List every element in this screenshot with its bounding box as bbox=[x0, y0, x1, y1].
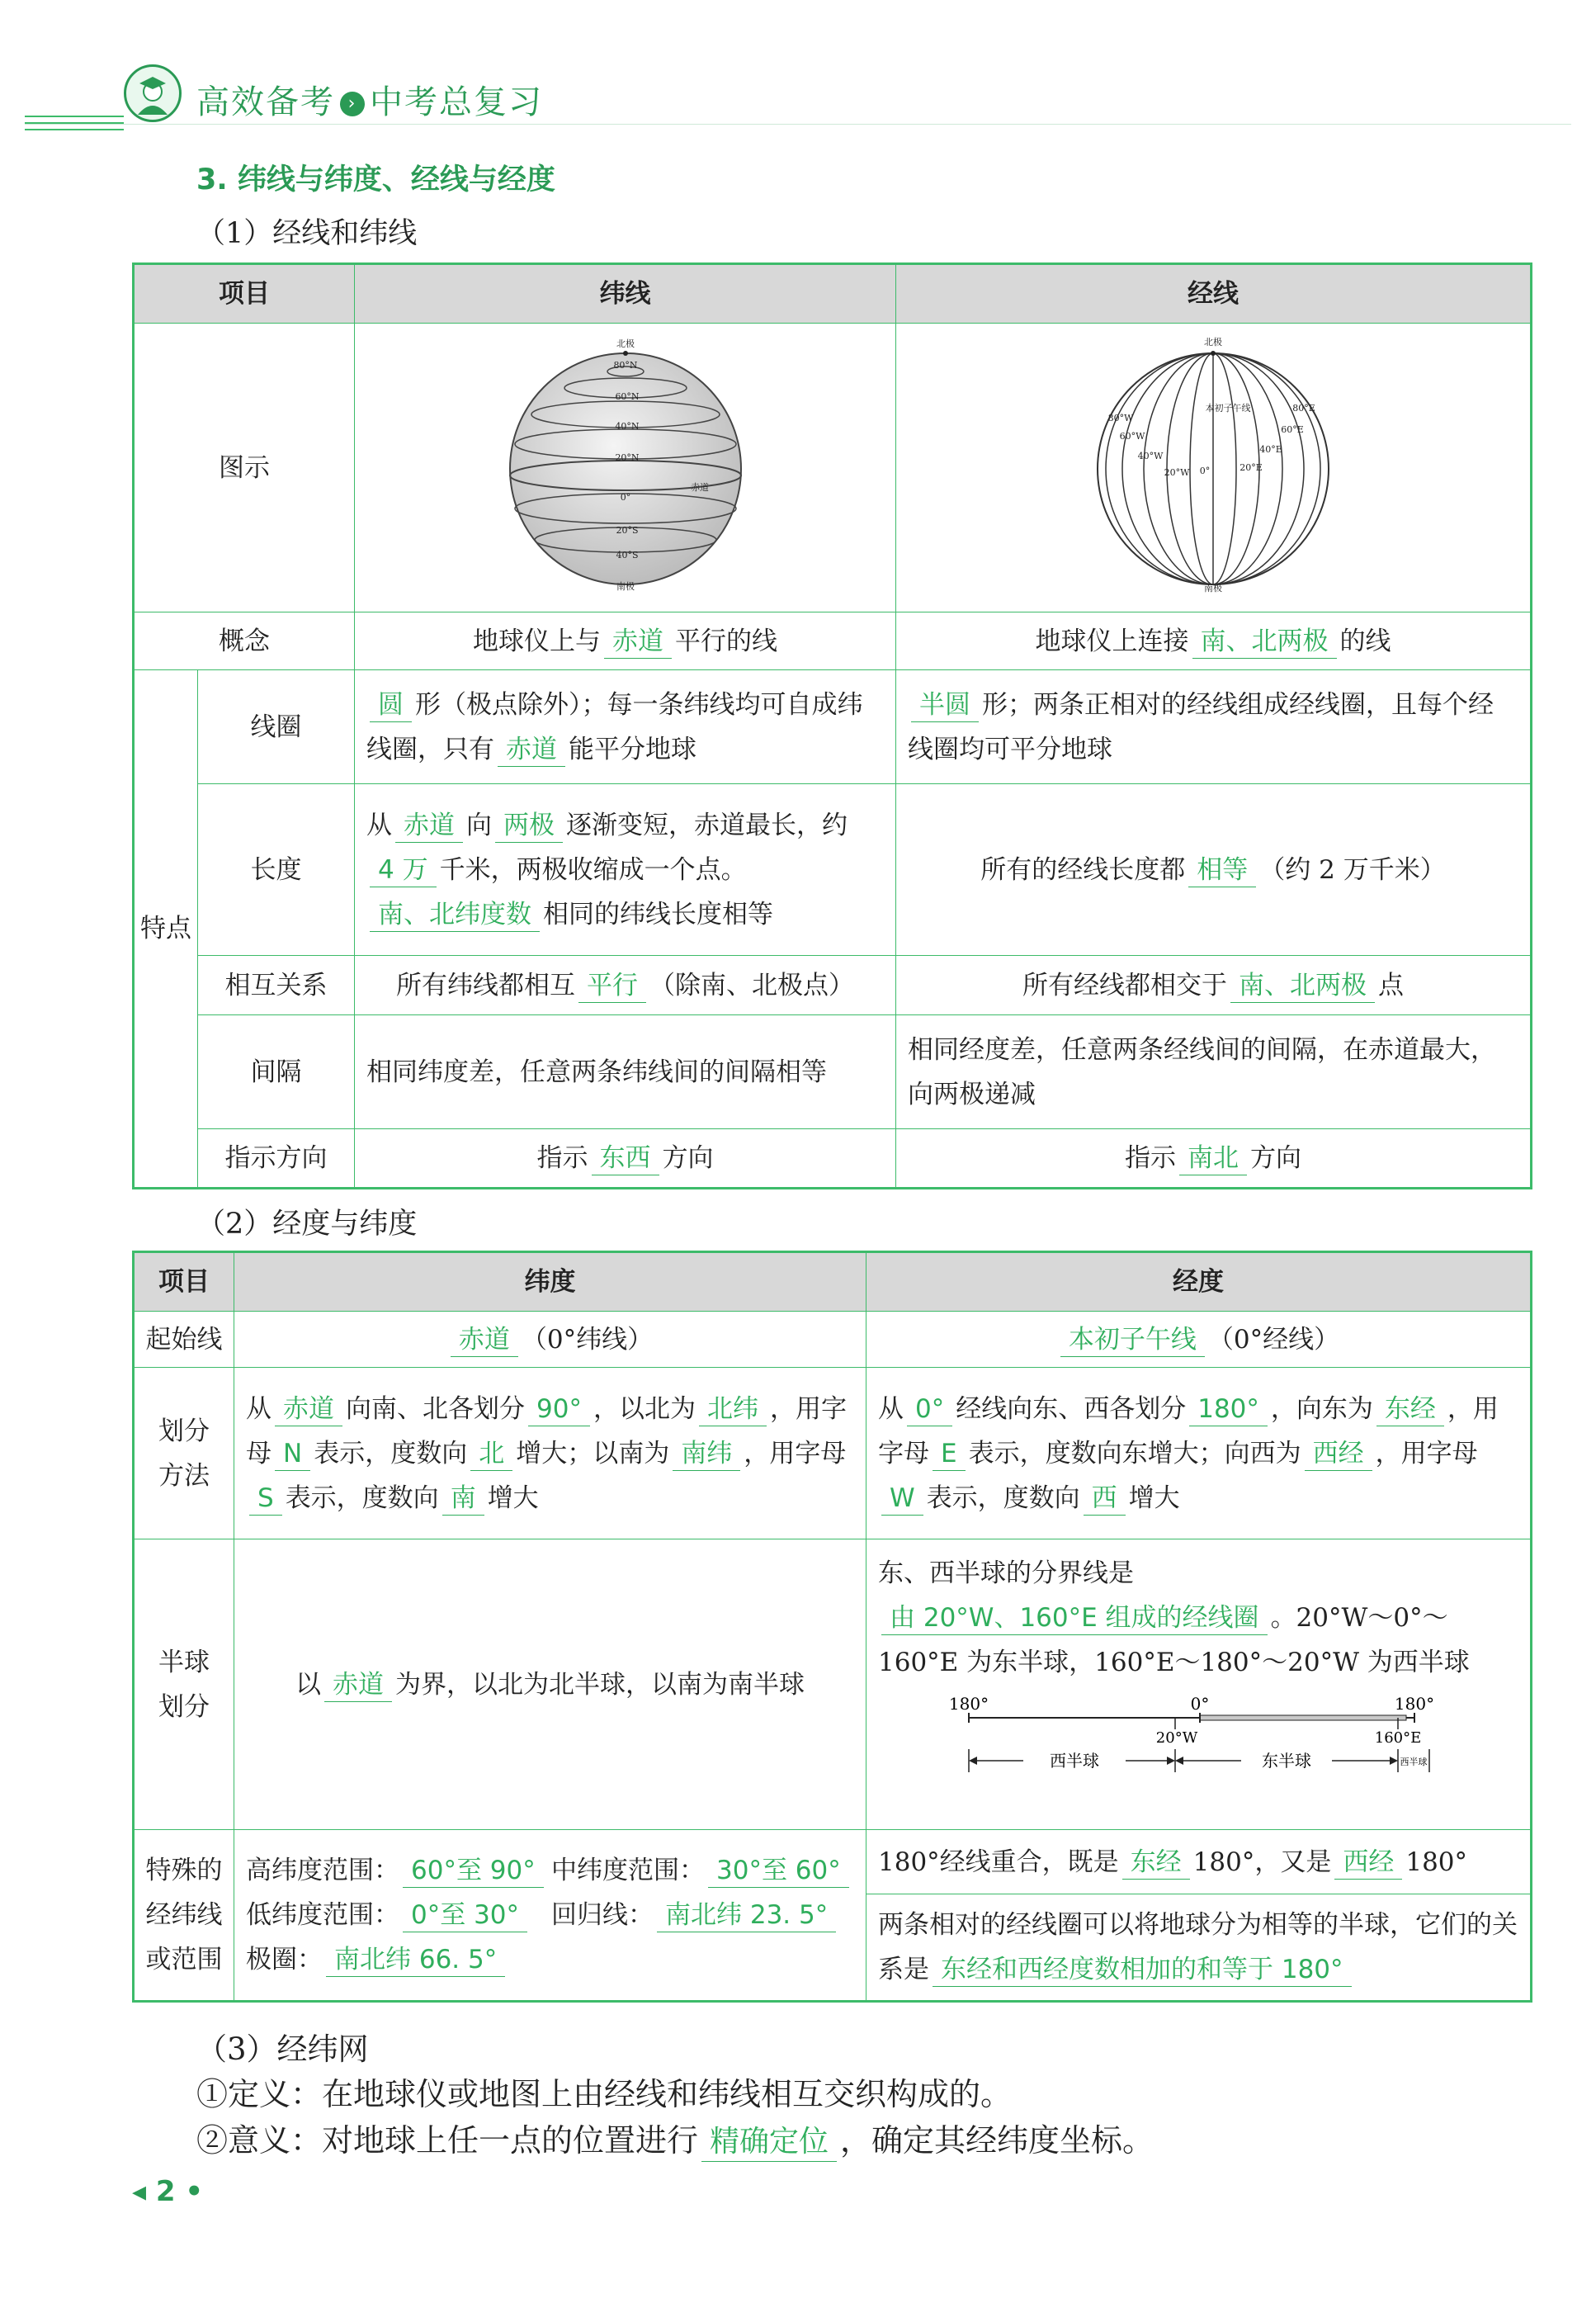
longitude-globe-icon bbox=[1081, 329, 1345, 593]
text: 中纬度范围： bbox=[551, 1856, 705, 1885]
text: 能平分地球 bbox=[569, 734, 696, 764]
answer-blank: 本初子午线 bbox=[1060, 1323, 1205, 1357]
answer-blank: S bbox=[249, 1482, 282, 1516]
longitude-direction bbox=[896, 1129, 1532, 1189]
latitude-special bbox=[234, 1830, 866, 2002]
text: （除南、北极点） bbox=[649, 970, 854, 1000]
answer-blank: 南 bbox=[442, 1482, 484, 1516]
longitude-start bbox=[866, 1312, 1532, 1368]
globe-label: 60°W bbox=[1119, 431, 1145, 442]
longitude-special-180 bbox=[866, 1830, 1532, 1894]
globe-label: 80°E bbox=[1292, 403, 1315, 414]
diagram-label: 东半球 bbox=[1262, 1751, 1311, 1771]
group-label-features: 特点 bbox=[134, 670, 198, 1189]
globe-label: 北极 bbox=[1204, 337, 1222, 348]
answer-blank: 赤道 bbox=[498, 733, 565, 767]
text: 经线向东、西各划分 bbox=[956, 1393, 1187, 1424]
text: 千米，两极收缩成一个点。 bbox=[439, 854, 747, 885]
text: 地球仪上连接 bbox=[1035, 626, 1189, 656]
special-line bbox=[246, 1937, 854, 1982]
diagram-label: 西半球 bbox=[1400, 1757, 1428, 1767]
text: 表示，度数向 bbox=[285, 1483, 439, 1513]
answer-blank: 圆 bbox=[370, 688, 412, 722]
globe-label: 本初子午线 bbox=[1205, 403, 1251, 414]
col-header-item: 项目 bbox=[134, 1252, 234, 1312]
answer-blank: 两极 bbox=[495, 809, 563, 843]
answer-blank: 相等 bbox=[1188, 854, 1256, 887]
answer-blank: 西经 bbox=[1305, 1437, 1372, 1471]
answer-blank: 南北 bbox=[1179, 1142, 1247, 1175]
latitude-length bbox=[355, 784, 896, 956]
text: 向南、北各划分 bbox=[346, 1393, 525, 1424]
globe-label: 40°N bbox=[614, 421, 640, 432]
section-title: 3. 纬线与纬度、经线与经度 bbox=[196, 163, 555, 196]
text: 相同的纬线长度相等 bbox=[543, 899, 773, 929]
answer-blank: 4 万 bbox=[370, 854, 437, 887]
col-header-longitude: 经度 bbox=[866, 1252, 1532, 1312]
globe-label: 赤道 bbox=[690, 482, 709, 493]
answer-blank: 北纬 bbox=[699, 1393, 767, 1426]
header-rule bbox=[25, 116, 124, 117]
globe-label: 北极 bbox=[616, 338, 635, 349]
longitude-special-circle bbox=[866, 1894, 1532, 2002]
text: 形（极点除外）；每一条纬线均可自成纬线圈，只有 bbox=[366, 689, 863, 764]
diagram-label: 180° bbox=[1394, 1694, 1435, 1714]
globe-label: 20°S bbox=[615, 525, 639, 536]
globe-label: 南极 bbox=[616, 581, 635, 592]
row-label-special: 特殊的经纬线或范围 bbox=[134, 1830, 234, 2002]
globe-label: 40°E bbox=[1259, 444, 1282, 455]
longitude-length bbox=[896, 784, 1532, 956]
answer-blank: 0°至 30° bbox=[403, 1899, 527, 1932]
text: 的线 bbox=[1339, 626, 1391, 656]
text: 东、西半球的分界线是 bbox=[878, 1558, 1134, 1588]
answer-blank: N bbox=[275, 1437, 310, 1471]
text: ，用字母 bbox=[878, 1393, 1499, 1468]
col-header-latitude: 纬度 bbox=[234, 1252, 866, 1312]
text: 从 bbox=[366, 810, 392, 840]
row-label-relation: 相互关系 bbox=[198, 956, 355, 1015]
answer-blank: 南、北纬度数 bbox=[370, 898, 540, 932]
text: （0°纬线） bbox=[521, 1324, 654, 1355]
row-label-direction: 指示方向 bbox=[198, 1129, 355, 1189]
latitude-circle bbox=[355, 670, 896, 784]
globe-label: 80°W bbox=[1107, 413, 1134, 423]
text: （0°经线） bbox=[1207, 1324, 1340, 1355]
header-title bbox=[196, 76, 543, 123]
col-header-item: 项目 bbox=[134, 264, 355, 324]
latitude-concept bbox=[355, 612, 896, 670]
special-item bbox=[246, 1848, 551, 1893]
globe-label: 40°W bbox=[1137, 451, 1164, 461]
latitude-division bbox=[234, 1368, 866, 1539]
latitude-globe-icon bbox=[493, 329, 758, 593]
answer-blank: 90° bbox=[528, 1393, 590, 1426]
col-header-latitude-line: 纬线 bbox=[355, 264, 896, 324]
answer-blank: 平行 bbox=[578, 969, 646, 1003]
special-line bbox=[246, 1893, 854, 1937]
answer-blank: W bbox=[881, 1482, 923, 1516]
row-label-hemisphere: 半球划分 bbox=[134, 1539, 234, 1830]
special-item bbox=[551, 1893, 839, 1937]
text: 平行的线 bbox=[675, 626, 777, 656]
text: 表示，度数向 bbox=[926, 1483, 1080, 1513]
text: 从 bbox=[878, 1393, 904, 1424]
latitude-direction bbox=[355, 1129, 896, 1189]
chevron-right-icon: › bbox=[340, 92, 365, 116]
text: 所有经线都相交于 bbox=[1022, 970, 1227, 1000]
answer-blank: 南、北两极 bbox=[1192, 625, 1337, 659]
page-number-value: 2 bbox=[155, 2175, 176, 2208]
student-logo-icon bbox=[124, 64, 182, 122]
text: 。20°W～0°～160°E 为东半球，160°E～180°～20°W 为西半球 bbox=[878, 1603, 1470, 1677]
text: 地球仪上与 bbox=[473, 626, 601, 656]
text: 指示 bbox=[1125, 1143, 1176, 1173]
globe-label: 60°E bbox=[1281, 424, 1304, 435]
text: 回归线： bbox=[551, 1900, 654, 1930]
header-rule bbox=[25, 129, 124, 130]
globe-label: 0° bbox=[620, 492, 630, 503]
text: 逐渐变短，赤道最长，约 bbox=[566, 810, 848, 840]
latitude-longitude-lines-table bbox=[132, 262, 1532, 1189]
answer-blank: 赤道 bbox=[324, 1668, 392, 1702]
text: 表示，度数向东增大；向西为 bbox=[968, 1438, 1301, 1468]
text: 形；两条正相对的经线组成经线圈，且每个经线圈均可平分地球 bbox=[908, 689, 1494, 764]
special-item bbox=[246, 1893, 551, 1937]
answer-blank: 南北纬 23. 5° bbox=[657, 1899, 836, 1932]
globe-label: 南极 bbox=[1204, 583, 1222, 593]
text: 点 bbox=[1378, 970, 1404, 1000]
answer-blank: 南、北两极 bbox=[1230, 969, 1375, 1003]
text: ，以北为 bbox=[593, 1393, 696, 1424]
row-label-figure: 图示 bbox=[134, 324, 355, 612]
globe-label: 80°N bbox=[612, 360, 638, 371]
diagram-label: 0° bbox=[1190, 1694, 1210, 1714]
text: 从 bbox=[246, 1393, 272, 1424]
text: 表示，度数向 bbox=[314, 1438, 468, 1468]
text: 增大 bbox=[1128, 1483, 1180, 1513]
answer-blank: 赤道 bbox=[395, 809, 463, 843]
answer-blank: 东西 bbox=[592, 1142, 659, 1175]
answer-blank: 东经和西经度数相加的和等于 180° bbox=[933, 1953, 1352, 1987]
text: 180°，又是 bbox=[1192, 1847, 1332, 1877]
answer-blank: 赤道 bbox=[604, 625, 672, 659]
globe-label: 60°N bbox=[614, 391, 640, 402]
latitude-longitude-degree-table bbox=[132, 1251, 1532, 2003]
text: 高纬度范围： bbox=[246, 1856, 399, 1885]
answer-blank: E bbox=[933, 1437, 966, 1471]
text: 指示 bbox=[536, 1143, 588, 1173]
row-label-circle: 线圈 bbox=[198, 670, 355, 784]
row-label-start: 起始线 bbox=[134, 1312, 234, 1368]
hemisphere-diagram bbox=[878, 1690, 1505, 1781]
meaning-line bbox=[196, 2115, 1154, 2162]
diagram-label: 180° bbox=[948, 1694, 989, 1714]
text: 增大 bbox=[487, 1483, 539, 1513]
text: ，向东为 bbox=[1270, 1393, 1373, 1424]
answer-blank: 0° bbox=[907, 1393, 952, 1426]
text: ，用字母 bbox=[744, 1438, 847, 1468]
text: 增大；以南为 bbox=[516, 1438, 670, 1468]
answer-blank: 南纬 bbox=[673, 1437, 740, 1471]
brand-label: 高效备考 bbox=[196, 83, 335, 121]
longitude-globe-figure bbox=[896, 324, 1532, 612]
longitude-relation bbox=[896, 956, 1532, 1015]
part1-heading: （1）经线和纬线 bbox=[196, 217, 418, 250]
row-label-division: 划分方法 bbox=[134, 1368, 234, 1539]
answer-blank: 南北纬 66. 5° bbox=[326, 1943, 505, 1977]
diagram-label: 西半球 bbox=[1050, 1751, 1099, 1771]
answer-blank: 精确定位 bbox=[701, 2123, 837, 2162]
text: ，用字母 bbox=[1375, 1438, 1478, 1468]
row-label-interval: 间隔 bbox=[198, 1015, 355, 1129]
text: 向 bbox=[466, 810, 492, 840]
row-label-length: 长度 bbox=[198, 784, 355, 956]
answer-blank: 赤道 bbox=[275, 1393, 342, 1426]
answer-blank: 东经 bbox=[1376, 1393, 1444, 1426]
answer-blank: 半圆 bbox=[911, 688, 979, 722]
answer-blank: 30°至 60° bbox=[708, 1854, 849, 1888]
page-number: ◂ 2 • bbox=[132, 2175, 204, 2208]
text: 方向 bbox=[662, 1143, 714, 1173]
text: 为界，以北为北半球，以南为南半球 bbox=[395, 1669, 805, 1700]
hemisphere-text bbox=[878, 1551, 1518, 1685]
definition-line: ①定义：在地球仪或地图上由经线和纬线相互交织构成的。 bbox=[196, 2076, 1013, 2112]
diagram-label: 160°E bbox=[1374, 1729, 1422, 1747]
longitude-hemisphere bbox=[866, 1539, 1532, 1830]
text: 低纬度范围： bbox=[246, 1900, 399, 1930]
answer-blank: 东经 bbox=[1122, 1846, 1190, 1880]
series-label: 中考总复习 bbox=[370, 83, 543, 121]
globe-label: 20°N bbox=[614, 452, 640, 463]
latitude-start bbox=[234, 1312, 866, 1368]
latitude-interval: 相同纬度差，任意两条纬线间的间隔相等 bbox=[355, 1015, 896, 1129]
text: 180°经线重合，既是 bbox=[878, 1847, 1119, 1877]
text: （约 2 万千米） bbox=[1259, 854, 1446, 885]
text: ，确定其经纬度坐标。 bbox=[840, 2122, 1155, 2159]
latitude-relation bbox=[355, 956, 896, 1015]
globe-label: 20°E bbox=[1239, 462, 1263, 473]
answer-blank: 西 bbox=[1084, 1482, 1126, 1516]
answer-blank: 北 bbox=[470, 1437, 512, 1471]
globe-label: 0° bbox=[1199, 466, 1211, 476]
part2-heading: （2）经度与纬度 bbox=[196, 1208, 418, 1241]
part3-heading: （3）经纬网 bbox=[196, 2031, 369, 2067]
special-line bbox=[246, 1848, 854, 1893]
row-label-concept: 概念 bbox=[134, 612, 355, 670]
text: 以 bbox=[295, 1669, 321, 1700]
globe-label: 20°W bbox=[1164, 467, 1190, 478]
longitude-division bbox=[866, 1368, 1532, 1539]
diagram-label: 20°W bbox=[1155, 1729, 1198, 1747]
header-rule bbox=[25, 124, 1571, 125]
answer-blank: 180° bbox=[1189, 1393, 1268, 1426]
text: 180° bbox=[1405, 1847, 1468, 1877]
text: ，用字母 bbox=[246, 1393, 847, 1468]
answer-blank: 赤道 bbox=[451, 1323, 518, 1357]
text: 所有的经线长度都 bbox=[980, 854, 1186, 885]
latitude-hemisphere bbox=[234, 1539, 866, 1830]
answer-blank: 由 20°W、160°E 组成的经线圈 bbox=[881, 1601, 1268, 1635]
answer-blank: 西经 bbox=[1334, 1846, 1402, 1880]
text: ②意义：对地球上任一点的位置进行 bbox=[196, 2122, 699, 2159]
longitude-concept bbox=[896, 612, 1532, 670]
text: 方向 bbox=[1250, 1143, 1301, 1173]
latitude-globe-figure bbox=[355, 324, 896, 612]
special-item bbox=[551, 1848, 852, 1893]
text: 极圈： bbox=[246, 1945, 323, 1974]
text: 所有纬线都相互 bbox=[396, 970, 575, 1000]
longitude-interval: 相同经度差，任意两条经线间的间隔，在赤道最大，向两极递减 bbox=[896, 1015, 1532, 1129]
col-header-longitude-line: 经线 bbox=[896, 264, 1532, 324]
text: 两条相对的经线圈可以将地球分为相等的半球，它们的关系是 bbox=[878, 1910, 1518, 1984]
answer-blank: 60°至 90° bbox=[403, 1854, 544, 1888]
longitude-circle bbox=[896, 670, 1532, 784]
globe-label: 40°S bbox=[615, 550, 639, 560]
